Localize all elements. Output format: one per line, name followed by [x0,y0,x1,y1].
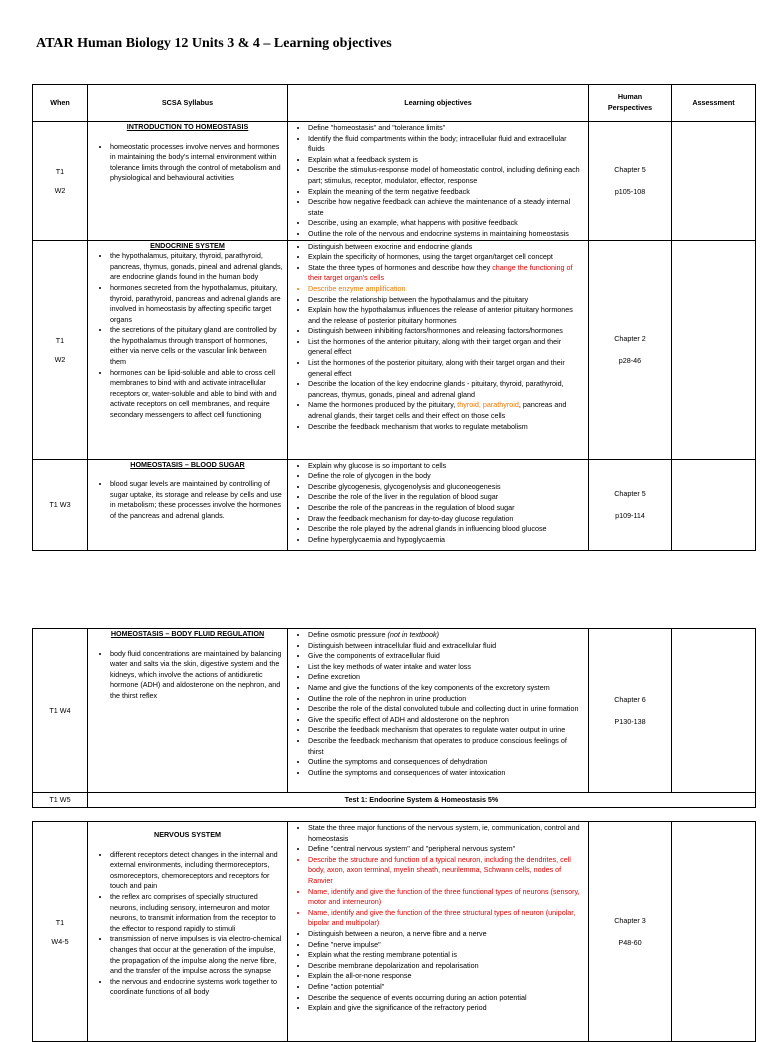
section-heading: INTRODUCTION TO HOMEOSTASIS [126,122,249,131]
list-item: • Identify the fluid compartments within the body; intracellular fluid and extracellular fluids [308,134,584,155]
list-item: • the secretions of the pituitary gland are controlled by the hypothalamus through transport of hormones, either via nerve cells or the vascular link between them [110,325,283,367]
list-item: • Distinguish between inhibiting factors/hormones and releasing factors/hormones [308,326,584,337]
list-item: • homeostatic processes involve nerves and hormones in maintaining the body’s internal environment within tolerance limits through the control of metabolism and physiological and behavioural activities [110,142,283,184]
assessment-cell [672,122,756,241]
list-item: • Explain and give the significance of the refractory period [308,1003,584,1014]
assessment-cell [672,240,756,459]
list-item: • List the hormones of the posterior pituitary, along with their target organ and their general effect [308,358,584,379]
list-item: • List the key methods of water intake and water loss [308,662,584,673]
list-item: • Describe the location of the key endocrine glands - pituitary, thyroid, parathyroid, pancreas, thymus, gonads, pineal and adrenal gland [308,379,584,400]
list-item: • Outline the role of the nephron in urine production [308,694,584,705]
list-item: • Outline the symptoms and consequences of dehydration [308,757,584,768]
list-item: • Describe glycogenesis, glycogenolysis and gluconeogenesis [308,482,584,493]
list-item: • Explain what a feedback system is [308,155,584,166]
list-item: • Explain why glucose is so important to cells [308,461,584,472]
list-item: • Define "homeostasis" and "tolerance limits" [308,123,584,134]
when-cell: T1 W5 [33,793,88,808]
list-item: • Describe the feedback mechanism that operates to produce conscious feelings of thirst [308,736,584,757]
test-cell: Test 1: Endocrine System & Homeostasis 5% [88,793,756,808]
header-row [33,85,756,122]
table-row [33,808,756,822]
list-item: • Name, identify and give the function of the three functional types of neurons (sensory, motor and interneuron) [308,887,584,908]
list-item: • Describe the stimulus-response model of homeostatic control, including defining each part; stimulus, receptor, modulator, effector, response [308,165,584,186]
list-item: • Describe the feedback mechanism that operates to regulate water output in urine [308,725,584,736]
when-cell: T1 W2 [33,240,88,459]
list-item: • Distinguish between intracellular fluid and extracellular fluid [308,641,584,652]
syllabus-cell [88,240,288,459]
list-item: • Explain how the hypothalamus influences the release of anterior pituitary hormones and the release of posterior pituitary hormones [308,305,584,326]
list-item: • Explain the meaning of the term negative feedback [308,187,584,198]
section-heading: HOMEOSTASIS – BLOOD SUGAR [130,459,245,469]
list-item: • different receptors detect changes in the internal and external environments, including thermoreceptors, osmoreceptors, chemoreceptors and receptors for touch and pain [110,850,283,892]
section-heading: HOMEOSTASIS – BODY FLUID REGULATION [110,629,265,638]
table-row [33,459,756,550]
list-item: • body fluid concentrations are maintained by balancing water and salts via the skin, digestive system and the kidneys, which involve the actions of antidiuretic hormone (ADH) and aldosterone on the nephron, and the thirst reflex [110,649,283,702]
perspectives-cell: Chapter 2 p28-46 [589,240,672,459]
list-item: • Define hyperglycaemia and hypoglycaemia [308,535,584,546]
list-item: • Define excretion [308,672,584,683]
list-item: • Explain the specificity of hormones, using the target organ/target cell concept [308,252,584,263]
assessment-cell [672,629,756,793]
table-row [33,629,756,793]
list-item: • Describe the structure and function of a typical neuron, including the dendrites, cell body, axon, axon terminal, myelin sheath, neurilemma, Schwann cells, nodes of Ranvier [308,855,584,887]
list-item: • Define "action potential" [308,982,584,993]
list-item: • Describe how negative feedback can achieve the maintenance of a steady internal state [308,197,584,218]
header-objectives: Learning objectives [288,85,589,122]
list-item: • Name, identify and give the function of the three structural types of neuron (unipolar, bipolar and multipolar) [308,908,584,929]
list-item: • blood sugar levels are maintained by controlling of sugar uptake, its storage and release by cells and use in metabolism; these processes involve the hormones of the pancreas and adrenal glands. [110,479,283,521]
list-item: • Name and give the functions of the key components of the excretory system [308,683,584,694]
table-row [33,240,756,459]
perspectives-cell: Chapter 5 p105-108 [589,122,672,241]
objectives-cell [288,822,589,1042]
list-item: • hormones secreted from the hypothalamus, pituitary, thyroid, parathyroid, pancreas and adrenal glands are involved in homeostasis by affecting specific target organs [110,283,283,325]
when-cell: T1 W3 [33,459,88,550]
section-heading: NERVOUS SYSTEM [154,830,221,839]
list-item: • Give the specific effect of ADH and aldosterone on the nephron [308,715,584,726]
objectives-table-2 [32,628,756,1042]
list-item: • Describe membrane depolarization and repolarisation [308,961,584,972]
list-item: • Define "nerve impulse" [308,940,584,951]
header-syllabus: SCSA Syllabus [88,85,288,122]
table-row [33,822,756,1042]
list-item: • Describe the role of the pancreas in the regulation of blood sugar [308,503,584,514]
when-cell: T1 W4-5 [33,822,88,1042]
objectives-cell [288,459,589,550]
list-item: • Distinguish between exocrine and endocrine glands [308,242,584,253]
list-item: • Describe the feedback mechanism that works to regulate metabolism [308,422,584,433]
list-item: • Define osmotic pressure (not in textbook) [308,630,584,641]
header-when: When [33,85,88,122]
perspectives-cell: Chapter 5 p109-114 [589,459,672,550]
table-row [33,122,756,241]
section-heading: ENDOCRINE SYSTEM [150,240,225,250]
list-item: • Define the role of glycogen in the body [308,471,584,482]
perspectives-cell: Chapter 6 P130-138 [589,629,672,793]
objectives-table-1 [32,84,756,551]
syllabus-cell [88,459,288,550]
page-title: ATAR Human Biology 12 Units 3 & 4 – Learning objectives [36,36,392,51]
list-item: • State the three major functions of the nervous system, ie, communication, control and homeostasis [308,823,584,844]
table-row [33,793,756,808]
list-item: • the hypothalamus, pituitary, thyroid, parathyroid, pancreas, thymus, gonads, pineal and adrenal glands, are endocrine glands found in the human body [110,251,283,283]
list-item: • Draw the feedback mechanism for day-to-day glucose regulation [308,514,584,525]
list-item: • Describe the sequence of events occurring during an action potential [308,993,584,1004]
list-item: • List the hormones of the anterior pituitary, along with their target organ and their general effect [308,337,584,358]
list-item: • Outline the symptoms and consequences of water intoxication [308,768,584,779]
objectives-cell [288,240,589,459]
syllabus-cell [88,629,288,793]
objectives-cell [288,122,589,241]
perspectives-cell: Chapter 3 P48-60 [589,822,672,1042]
syllabus-cell [88,122,288,241]
list-item: • Distinguish between a neuron, a nerve fibre and a nerve [308,929,584,940]
list-item: • Describe the relationship between the hypothalamus and the pituitary [308,295,584,306]
when-cell: T1 W2 [33,122,88,241]
assessment-cell [672,459,756,550]
list-item: • Define "central nervous system" and "peripheral nervous system" [308,844,584,855]
list-item: • Name the hormones produced by the pituitary, thyroid, parathyroid, pancreas and adrenal glands, their target cells and their effect on those cells [308,400,584,421]
assessment-cell [672,822,756,1042]
list-item: • Describe the role of the distal convoluted tubule and collecting duct in urine formation [308,704,584,715]
list-item: • the reflex arc comprises of specially structured neurons, including sensory, interneuron and motor neurons, to transmit information from the receptor to the effector to respond rapidly to stimuli [110,892,283,934]
syllabus-cell [88,822,288,1042]
list-item: • Describe enzyme amplification [308,284,584,295]
header-perspectives: Human Perspectives [589,85,672,122]
list-item: • Describe the role played by the adrenal glands in influencing blood glucose [308,524,584,535]
list-item: • Describe, using an example, what happens with positive feedback [308,218,584,229]
list-item: • Give the components of extracellular fluid [308,651,584,662]
header-assessment: Assessment [672,85,756,122]
list-item: • Describe the role of the liver in the regulation of blood sugar [308,492,584,503]
list-item: • the nervous and endocrine systems work together to coordinate functions of all body [110,977,283,998]
objectives-cell [288,629,589,793]
list-item: • Outline the role of the nervous and endocrine systems in maintaining homeostasis [308,229,584,240]
list-item: • Explain the all-or-none response [308,971,584,982]
list-item: • transmission of nerve impulses is via electro-chemical changes that occur at the generation of the impulse, the propagation of the impulse along the nerve fibre, and the transfer of the impulse across the synapse [110,934,283,976]
list-item: • State the three types of hormones and describe how they change the functioning of their target organ's cells [308,263,584,284]
when-cell: T1 W4 [33,629,88,793]
list-item: • hormones can be lipid-soluble and able to cross cell membranes to bind with and activate intracellular receptors or, water-soluble and able to bind with and activate receptors on cell membranes, and require secondary messengers to affect cell functioning [110,368,283,421]
list-item: • Explain what the resting membrane potential is [308,950,584,961]
